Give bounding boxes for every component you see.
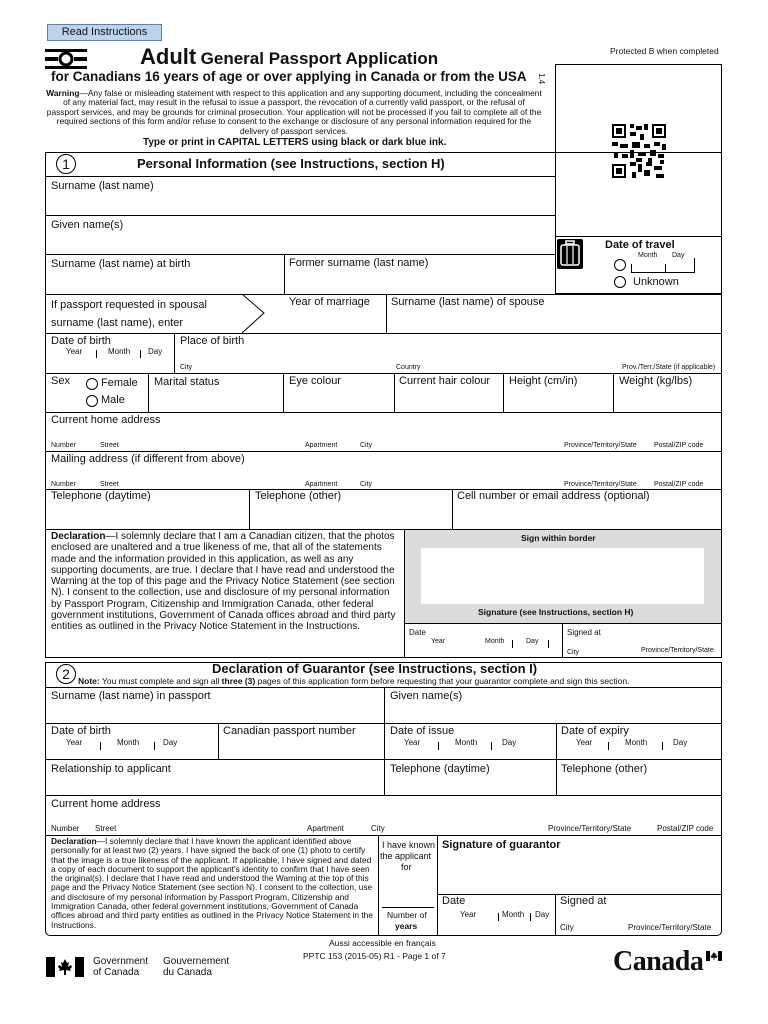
eye-field[interactable] [285,392,393,410]
g-addr-number: Number [51,824,80,833]
dob-label: Date of birth [51,335,111,347]
tel-other-field[interactable] [251,505,451,527]
g-expiry-month: Month [625,738,648,747]
years-known-field[interactable] [382,880,434,906]
g-issue-field[interactable] [386,748,554,758]
section2-note [78,676,629,686]
gov-en-1: Government [93,956,149,967]
title-bold: Adult [140,44,197,69]
home-address-field[interactable] [46,427,721,440]
g-relationship-field[interactable] [46,777,383,794]
read-instructions-button[interactable]: Read Instructions [47,24,162,41]
dob-year: Year [66,347,83,356]
addr-street: Street [100,442,119,449]
sex-label: Sex [51,375,70,387]
tel-day-field[interactable] [46,505,248,527]
signature-box[interactable] [421,548,704,604]
spouse-surname-field[interactable] [388,311,721,331]
g-signature-label: Signature of guarantor [442,839,561,851]
g-home-address-label: Current home address [51,798,161,810]
g-relationship-label: Relationship to applicant [51,763,171,775]
home-address-label: Current home address [51,414,161,426]
dob-day: Day [148,347,163,356]
french-available: Aussi accessible en français [329,938,436,948]
pob-city: City [180,364,193,371]
gov-fr-1: Gouvernement [163,956,230,967]
given-names-field[interactable] [46,233,554,253]
addr-apartment: Apartment [305,442,338,449]
pob-prov: Prov./Terr./State (if applicable) [622,364,716,371]
sign-date-year: Year [431,638,446,645]
mailing-address-field[interactable] [46,467,721,479]
surname-birth-field[interactable] [46,272,283,292]
year-marriage-field[interactable] [285,311,385,331]
height-label: Height (cm/in) [509,375,578,387]
g-date-label: Date [442,895,466,907]
year-marriage-label: Year of marriage [289,296,370,308]
section1-title: Personal Information (see Instructions, section H) [137,156,445,171]
g-declaration-text [51,837,377,930]
num-of-label: Number of [387,910,427,920]
g-date-day: Day [535,910,550,919]
g-issue-label: Date of issue [390,725,455,737]
g-tel-day-label: Telephone (daytime) [390,763,490,775]
surname-birth-label: Surname (last name) at birth [51,258,191,270]
g-signed-at-field[interactable] [557,909,721,921]
mail-street: Street [100,481,119,488]
g-tel-other-field[interactable] [558,777,721,794]
g-cpn-field[interactable] [220,740,383,758]
weight-field[interactable] [615,392,721,410]
form-code: PPTC 153 (2015-05) R1 - Page 1 of 7 [303,951,446,961]
travel-day: Day [672,252,685,259]
g-dob-month: Month [117,738,140,747]
addr-prov: Province/Territory/State [564,442,637,449]
g-expiry-year: Year [576,738,593,747]
g-addr-apartment: Apartment [307,824,344,833]
g-declaration-label: Declaration [51,836,97,846]
sign-date-field[interactable] [406,646,560,657]
years-label: years [395,921,418,931]
surname-label: Surname (last name) [51,180,154,192]
g-surname-label: Surname (last name) in passport [51,690,211,702]
former-surname-field[interactable] [285,272,554,292]
weight-label: Weight (kg/lbs) [619,375,693,387]
title-rest: General Passport Application [200,49,439,68]
g-tel-other-label: Telephone (other) [561,763,648,775]
signature-label: Signature (see Instructions, section H) [478,607,634,617]
signed-at-city: City [567,649,580,656]
surname-field[interactable] [46,194,554,214]
mailing-address-label: Mailing address (if different from above) [51,453,245,465]
g-declaration-body: —I solemnly declare that I have known the applicant identified above personally for at least two (2) years. I have signed the back of one (1) photo to certify that the image is a true likeness of the applicant. If applicable, I have signed and dated a copy of each document to support the applicant's identity to confirm that I have seen the original(s). I declare that I have read and understood the Warning at the top of this page and the Privacy Notice Statement (see section N). I consent to the collection, use and disclosure of my personal information by Passport Program, Citizenship and Immigration Canada, other federal government institutions, Government of Canada offices abroad and third party entities as outlined in the Privacy Notice Statement in the Instructions. [51,836,373,930]
tel-day-label: Telephone (daytime) [51,490,151,502]
addr-city: City [360,442,373,449]
g-date-month: Month [502,910,525,919]
g-addr-prov: Province/Territory/State [548,824,632,833]
warning-label: Warning [46,88,80,98]
marital-field[interactable] [150,392,282,410]
g-issue-year: Year [404,738,421,747]
tel-other-label: Telephone (other) [255,490,342,502]
protected-label: Protected B when completed [610,46,719,56]
form-subtitle: for Canadians 16 years of age or over applying in Canada or from the USA [51,69,527,84]
mail-apartment: Apartment [305,481,338,488]
hair-field[interactable] [396,392,502,410]
g-tel-day-field[interactable] [386,777,554,794]
hair-label: Current hair colour [399,375,491,387]
spouse-surname-label: Surname (last name) of spouse [391,296,545,308]
sign-within-border: Sign within border [521,533,596,543]
g-signed-at-city: City [560,923,574,932]
pob-field[interactable] [176,349,721,363]
cell-field[interactable] [454,505,721,527]
travel-month: Month [638,252,658,259]
addr-number: Number [51,442,76,449]
spousal-label-1: If passport requested in spousal [51,299,207,311]
g-signature-field[interactable] [439,853,721,893]
sign-date-day: Day [526,638,539,645]
dob-field[interactable] [46,356,173,371]
sign-date-month: Month [485,638,505,645]
female-label: Female [101,377,138,389]
g-dob-day: Day [163,738,178,747]
dob-month: Month [108,347,131,356]
g-surname-field[interactable] [46,704,383,722]
g-expiry-field[interactable] [558,748,721,758]
gov-en-2: of Canada [93,967,140,978]
signed-at-prov: Province/Territory/State [641,647,714,654]
note-label: Note: [78,676,100,686]
spousal-arrow [240,294,266,333]
cell-label: Cell number or email address (optional) [457,490,650,502]
g-dob-label: Date of birth [51,725,111,737]
signed-at-field[interactable] [564,638,721,647]
g-home-address-field[interactable] [46,811,721,822]
declaration-label: Declaration [51,531,106,542]
known-3: for [401,862,412,872]
form-title [140,44,438,70]
g-addr-street: Street [95,824,117,833]
g-expiry-label: Date of expiry [561,725,629,737]
g-date-field[interactable] [439,921,553,934]
g-expiry-day: Day [673,738,688,747]
note-part-a: You must complete and sign all [101,676,220,686]
mail-postal: Postal/ZIP code [654,481,704,488]
eye-label: Eye colour [289,375,341,387]
height-field[interactable] [505,392,612,410]
travel-unknown-label: Unknown [633,276,679,288]
section2-number: 2 [56,664,76,684]
mail-number: Number [51,481,76,488]
g-given-field[interactable] [386,704,721,722]
g-addr-postal: Postal/ZIP code [657,824,714,833]
known-1: I have known [382,840,436,850]
declaration-text [51,531,401,633]
travel-title: Date of travel [605,239,675,251]
mail-city: City [360,481,373,488]
g-issue-month: Month [455,738,478,747]
canada-flag-icon [46,957,84,977]
female-radio[interactable] [86,378,98,390]
male-label: Male [101,394,125,406]
type-instruction: Type or print in CAPITAL LETTERS using black or dark blue ink. [143,137,447,148]
male-radio[interactable] [86,395,98,407]
g-dob-year: Year [66,738,83,747]
wordmark-flag-icon [706,948,722,958]
side-code: 1.4 [537,73,546,85]
note-part-c: pages of this application form before requesting that your guarantor complete and sign this section. [257,676,630,686]
declaration-body: —I solemnly declare that I am a Canadian citizen, that the photos enclosed are unaltered and a true likeness of me, that all of the statements made and the information provided in this application, as well as any supporting documents, are true. I declare that I have read and understood the Warning at the top of this page and the Privacy Notice Statement (see section N). I consent to the collection, use and disclosure of my personal information by Passport Program, Citizenship and Immigration Canada, other federal government institutions, Government of Canada offices abroad and third party entities as outlined in the Privacy Notice Statement in the Instructions. [51,531,396,633]
g-dob-field[interactable] [46,748,216,758]
section2-title: Declaration of Guarantor (see Instructions, section I) [212,661,538,676]
g-cpn-label: Canadian passport number [223,725,356,737]
spousal-label-2: surname (last name), enter [51,317,184,329]
gov-fr-2: du Canada [163,967,212,978]
note-part-b: three (3) [221,676,256,686]
sign-date-label: Date [409,628,426,637]
former-surname-label: Former surname (last name) [289,257,429,269]
mail-prov: Province/Territory/State [564,481,637,488]
known-2: the applicant [380,851,432,861]
given-names-label: Given name(s) [51,219,124,231]
signed-at-label: Signed at [567,628,601,637]
warning-text [46,89,542,136]
canada-wordmark: Canada [613,946,704,977]
warning-body: —Any false or misleading statement with respect to this application and any supporting document, including the concealment of any material fact, may result in the refusal to issue a passport, the revocation of a currently valid passport, or the refusal of passport services, and may be grounds for criminal prosecution. Your application will not be processed if you fail to complete all of the required sections of this form and/or refuse to consent to the exchange or disclosure of any personal information required for the delivery of passport services. [46,88,542,136]
pob-country: Country [396,364,421,371]
g-date-year: Year [460,910,477,919]
addr-postal: Postal/ZIP code [654,442,704,449]
pob-label: Place of birth [180,335,245,347]
marital-label: Marital status [154,376,220,388]
g-given-label: Given name(s) [390,690,463,702]
g-issue-day: Day [502,738,517,747]
g-signed-at-prov: Province/Territory/State [628,923,712,932]
g-addr-city: City [371,824,385,833]
g-signed-at-label: Signed at [560,895,607,907]
passport-logo-icon [45,49,87,69]
section1-number: 1 [56,154,76,174]
